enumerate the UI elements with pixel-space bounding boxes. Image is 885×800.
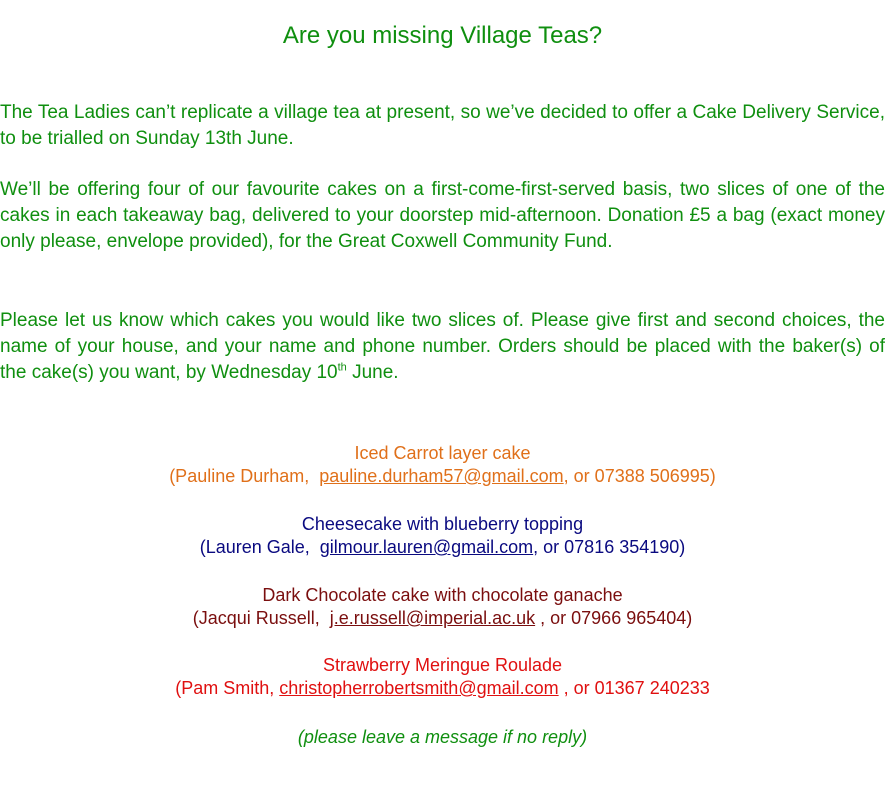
cake-contact: [0, 607, 885, 630]
cake-contact: [0, 677, 885, 700]
cake-name: Iced Carrot layer cake: [354, 443, 531, 463]
cake-name: Cheesecake with blueberry topping: [301, 514, 584, 534]
baker-name: (Pauline Durham,: [169, 466, 320, 486]
baker-name: (Lauren Gale,: [199, 537, 320, 557]
baker-email-link[interactable]: gilmour.lauren@gmail.com: [319, 537, 534, 557]
order-text: Please let us know which cakes you would like two slices of. Please give first and second choices, the name of your house, and your name and phone number. Orders should be placed with the baker(s) of the cake(s) you want, by Wednesday 10: [0, 310, 885, 383]
order-text-end: June.: [346, 362, 399, 383]
baker-name: (Jacqui Russell,: [192, 608, 330, 628]
cake-contact: [0, 536, 885, 559]
baker-email-link[interactable]: christopherrobertsmith@gmail.com: [279, 678, 559, 698]
baker-name: (Pam Smith,: [175, 678, 280, 698]
offer-paragraph: We’ll be offering four of our favourite cakes on a first-come-first-served basis, two slices of one of the cakes in each takeaway bag, delivered to your doorstep mid-afternoon. Donation £5 a bag (exact money only please, envelope provided), for the Great Coxwell Community Fund.: [0, 179, 885, 252]
baker-email-link[interactable]: j.e.russell@imperial.ac.uk: [329, 608, 536, 628]
baker-phone: , or 07816 354190): [533, 537, 686, 557]
page-title: Are you missing Village Teas?: [282, 22, 603, 49]
reply-note: (please leave a message if no reply): [297, 727, 588, 747]
cake-name: Strawberry Meringue Roulade: [322, 655, 563, 675]
baker-phone: , or 01367 240233: [558, 678, 710, 698]
cake-contact: [0, 465, 885, 488]
cake-carrot: [0, 442, 885, 488]
cake-strawberry: [0, 654, 885, 700]
baker-phone: , or 07966 965404): [535, 608, 693, 628]
intro-paragraph: The Tea Ladies can’t replicate a village tea at present, so we’ve decided to offer a Cake Delivery Service, to be trialled on Sunday 13th June.: [0, 102, 885, 149]
baker-phone: , or 07388 506995): [563, 466, 716, 486]
order-paragraph: [0, 308, 885, 386]
cake-cheesecake: [0, 513, 885, 559]
cake-name: Dark Chocolate cake with chocolate ganache: [262, 585, 623, 605]
cake-chocolate: [0, 584, 885, 630]
baker-email-link[interactable]: pauline.durham57@gmail.com: [319, 466, 564, 486]
order-date-suffix: th: [337, 361, 347, 374]
